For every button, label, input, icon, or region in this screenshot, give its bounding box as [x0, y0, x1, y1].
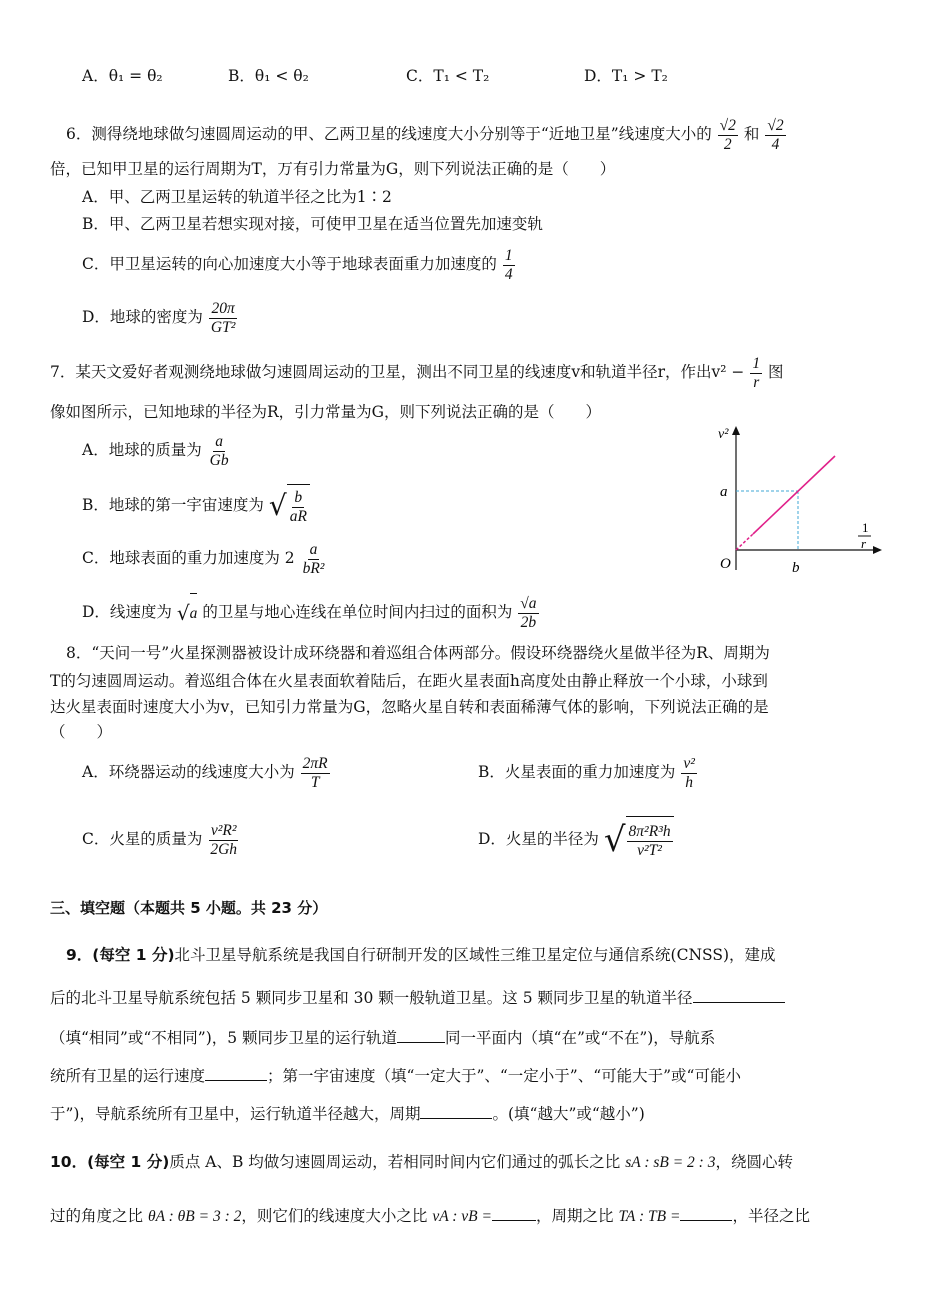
- q9-line5: 于”)，导航系统所有卫星中，运行轨道半径越大，周期 。(填“越大”或“越小”): [50, 1105, 645, 1123]
- graph-line: [753, 456, 835, 534]
- graph-origin-label: O: [720, 556, 731, 572]
- q8-option-c: C．火星的质量为 $\frac{\text{v²R²}}{2Gh}$: [82, 821, 238, 858]
- graph-x-label-den: r: [861, 536, 867, 551]
- q6-stem-line2: 倍，已知甲卫星的运行周期为T，万有引力常量为G，则下列说法正确的是（ ）: [50, 160, 616, 178]
- q9-blank-3[interactable]: [205, 1066, 267, 1081]
- q7-option-c: C．地球表面的重力加速度为 2 $\frac{a}{\text{bR²}}$: [82, 540, 325, 577]
- q6-option-d: D．地球的密度为 $\frac{20\pi}{\text{GT²}}$: [82, 299, 236, 336]
- q8-option-d: D．火星的半径为 √ $\frac{\text{8π²R³h}}{\text{v²T²}}$: [478, 815, 674, 865]
- q8-d-sqrt: √ $\frac{\text{8π²R³h}}{\text{v²T²}}$: [604, 816, 674, 865]
- q10-blank-2[interactable]: [680, 1206, 732, 1221]
- q8-stem-line3: 达火星表面时速度大小为v，已知引力常量为G，忽略火星自转和表面稀薄气体的影响，下列说法正确的是: [50, 698, 769, 716]
- graph-a-label: a: [720, 484, 728, 500]
- q6-option-a: A．甲、乙两卫星运转的轨道半径之比为1∶2: [82, 188, 392, 206]
- q6-d-fraction: $\frac{20\pi}{\text{GT²}}$: [210, 299, 236, 336]
- q8-option-b: B．火星表面的重力加速度为 $\frac{\text{v²}}{h}$: [478, 754, 695, 791]
- q7-d-sqrt: √ a: [177, 593, 198, 634]
- q10-label: 10．(每空 1 分): [50, 1153, 170, 1171]
- q9-blank-1[interactable]: [693, 988, 785, 1003]
- q8-a-fraction: $\frac{2\pi R}{T}$: [302, 754, 328, 791]
- q8-stem-line4: （ ）: [50, 723, 113, 741]
- q6-fraction-2: $\frac{√2}{4}$: [767, 116, 784, 153]
- q7-c-fraction: $\frac{a}{\text{bR²}}$: [302, 540, 325, 577]
- q10-blank-1[interactable]: [492, 1206, 536, 1221]
- q6-and: 和: [743, 125, 760, 143]
- q8-c-fraction: $\frac{\text{v²R²}}{2Gh}$: [210, 821, 238, 858]
- q6-stem-text: 6．测得绕地球做匀速圆周运动的甲、乙两卫星的线速度大小分别等于“近地卫星”线速度大小的: [66, 125, 712, 143]
- q8-option-a: A．环绕器运动的线速度大小为 $\frac{2\pi R}{T}$: [82, 754, 328, 791]
- graph-y-arrow: [732, 426, 740, 435]
- q9-blank-4[interactable]: [420, 1104, 492, 1119]
- q5-option-d: D．T₁ > T₂: [584, 67, 668, 85]
- q7-b-sqrt: √ $\frac{b}{aR}$: [269, 484, 310, 529]
- q5-option-b: B．θ₁ < θ₂: [228, 67, 309, 85]
- q10-ratio-v: vA : vB =: [432, 1208, 492, 1225]
- q6-stem-line1: [66, 112, 787, 156]
- q7-d-fraction: $\frac{√a}{2b}$: [520, 594, 537, 631]
- q5-option-c: C．T₁ < T₂: [406, 67, 490, 85]
- q9-line1: 9．(每空 1 分)北斗卫星导航系统是我国自行研制开发的区域性三维卫星定位与通信系统(CNSS)，建成: [66, 946, 776, 964]
- q10-ratio-t: TA : TB =: [618, 1208, 681, 1225]
- q8-b-fraction: $\frac{\text{v²}}{h}$: [683, 754, 695, 791]
- q9-label: 9．(每空 1 分): [66, 946, 175, 964]
- q6-fraction-1: $\frac{√2}{2}$: [719, 116, 736, 153]
- q5-option-a: A．θ₁ = θ₂: [82, 67, 163, 85]
- q6-option-c: C．甲卫星运转的向心加速度大小等于地球表面重力加速度的 $\frac{1}{4}$: [82, 246, 513, 283]
- graph-x-label-num: 1: [862, 520, 869, 535]
- q9-line4: 统所有卫星的运行速度 ；第一宇宙速度（填“一定大于”、“一定小于”、“可能大于”或“可能小: [50, 1067, 741, 1085]
- q10-line2: 过的角度之比 θA : θB = 3 : 2，则它们的线速度大小之比 vA : vB = ，周期之比 TA : TB = ，半径之比: [50, 1207, 810, 1225]
- graph-y-label: v²: [718, 427, 729, 442]
- q7-stem-fraction: $\frac{1}{r}$: [752, 354, 761, 391]
- graph-x-arrow: [873, 546, 882, 554]
- q7-graph: [700, 420, 890, 580]
- q7-option-d: D．线速度为 √ a 的卫星与地心连线在单位时间内扫过的面积为 $\frac{√a}{2b}$: [82, 592, 540, 634]
- q10-ratio-s: sA : sB = 2 : 3: [625, 1154, 716, 1171]
- q10-ratio-theta: θA : θB = 3 : 2: [147, 1208, 242, 1225]
- q9-line3: （填“相同”或“不相同”)，5 颗同步卫星的运行轨道 同一平面内（填“在”或“不在”)，导航系: [50, 1029, 716, 1047]
- q9-blank-2[interactable]: [397, 1028, 445, 1043]
- q10-line1: 10．(每空 1 分)质点 A、B 均做匀速圆周运动，若相同时间内它们通过的弧长之比 sA : sB = 2 : 3，绕圆心转: [50, 1153, 793, 1171]
- graph-b-label: b: [792, 560, 800, 576]
- q9-line2: 后的北斗卫星导航系统包括 5 颗同步卫星和 30 颗一般轨道卫星。这 5 颗同步卫星的轨道半径: [50, 988, 785, 1008]
- q7-option-a: A．地球的质量为 $\frac{a}{Gb}$: [82, 432, 229, 469]
- q7-stem-line1: 7．某天文爱好者观测绕地球做匀速圆周运动的卫星，测出不同卫星的线速度v和轨道半径r，作出v² − $\frac{1}{r}$ 图: [50, 354, 784, 391]
- q7-a-fraction: $\frac{a}{Gb}$: [209, 432, 229, 469]
- q6-c-fraction: $\frac{1}{4}$: [504, 246, 513, 283]
- q6-option-b: B．甲、乙两卫星若想实现对接，可使甲卫星在适当位置先加速变轨: [82, 215, 543, 233]
- q8-stem-line1: 8．“天问一号”火星探测器被设计成环绕器和着巡组合体两部分。假设环绕器绕火星做半径为R、周期为: [66, 644, 770, 662]
- graph-line-dashed: [736, 534, 753, 550]
- q7-option-b: B．地球的第一宇宙速度为 √ $\frac{b}{aR}$: [82, 483, 310, 529]
- q7-stem-line2: 像如图所示，已知地球的半径为R，引力常量为G，则下列说法正确的是（ ）: [50, 403, 602, 421]
- q8-stem-line2: T的匀速圆周运动。着巡组合体在火星表面软着陆后，在距火星表面h高度处由静止释放一个小球，小球到: [50, 672, 768, 690]
- section-3-heading: 三、填空题（本题共 5 小题。共 23 分）: [50, 899, 328, 917]
